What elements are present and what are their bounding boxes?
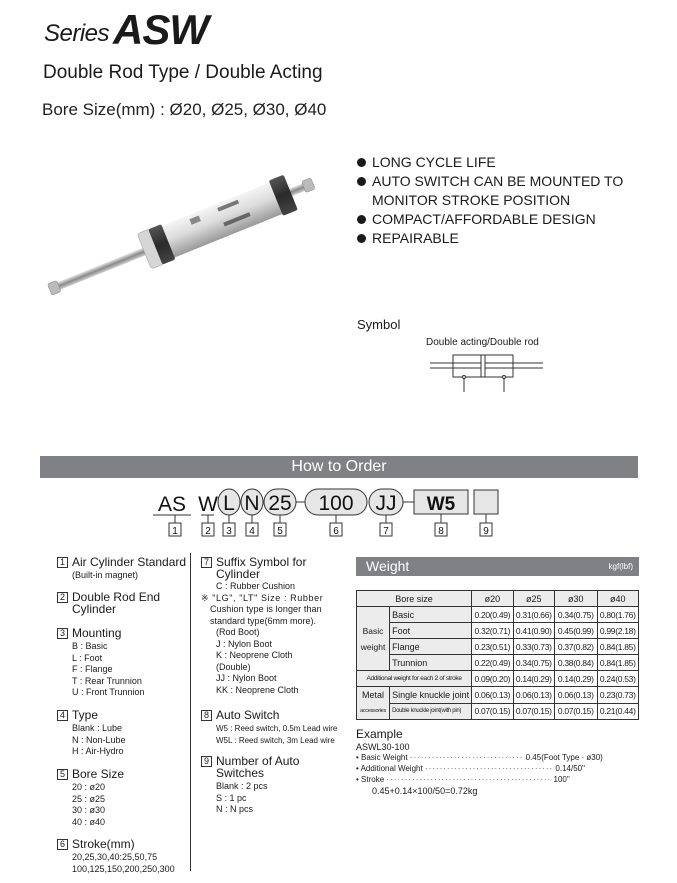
cell: 0.06(0.13) — [513, 687, 554, 704]
feature-item-continuation: MONITOR STROKE POSITION — [372, 192, 571, 208]
section-item: J : Nylon Boot — [216, 638, 273, 649]
section-title: Stroke(mm) — [72, 837, 135, 851]
section-title-cont: Cylinder — [72, 602, 117, 616]
cell: 0.38(0.84) — [555, 655, 598, 671]
cell: 0.14(0.29) — [555, 671, 598, 687]
cell: 0.84(1.85) — [597, 639, 638, 655]
row-label: Trunnion — [390, 655, 472, 671]
bullet-icon — [357, 177, 366, 186]
weight-table — [356, 590, 639, 720]
cell: 0.34(0.75) — [555, 607, 598, 623]
section-item: C : Rubber Cushion — [216, 581, 296, 591]
cell: 0.84(1.85) — [597, 655, 638, 671]
section-number: 6 — [57, 839, 68, 850]
group-basic-weight: Basic weight — [357, 607, 390, 671]
section-number: 7 — [201, 557, 212, 568]
section-item: (Double) — [216, 661, 251, 672]
header-col: ø30 — [555, 591, 598, 607]
section-item: N : Non-Lube — [72, 734, 126, 745]
example-line: • Basic Weight ······························· 0.45(Foot Type · ø30) — [356, 753, 603, 762]
section-title: Type — [72, 708, 99, 722]
table-row — [357, 623, 639, 639]
section-number: 2 — [57, 592, 68, 603]
cell: 0.20(0.49) — [472, 607, 513, 623]
section-item: W5L : Reed switch, 3m Lead wire — [216, 735, 335, 745]
bullet-icon — [357, 215, 366, 224]
section-title: Suffix Symbol for — [216, 555, 307, 569]
code-part-5: 25 — [268, 492, 292, 515]
table-row — [357, 655, 639, 671]
code-part-4: N — [244, 492, 260, 515]
code-part-8: W5 — [426, 494, 456, 515]
section-item: T : Rear Trunnion — [72, 675, 142, 686]
section-note: ※ "LG", "LT" Size : Rubber Cushion type is longer than standard type(6mm more). — [201, 592, 324, 626]
code-num-7: 7 — [383, 526, 389, 537]
section-title: Bore Size — [72, 767, 125, 781]
example-code: ASWL30-100 — [356, 742, 410, 752]
example-line: • Stroke ············································· 100" — [356, 775, 570, 784]
section-title: Mounting — [72, 626, 122, 640]
section-item: (Built-in magnet) — [72, 570, 139, 580]
section-item: W5 : Reed switch, 0.5m Lead wire — [216, 724, 338, 733]
section-item: H : Air-Hydro — [72, 746, 124, 756]
section-item: U : Front Trunnion — [72, 687, 145, 697]
section-item: 100,125,150,200,250,300 — [72, 863, 175, 874]
section-title: Auto Switch — [216, 708, 280, 722]
order-code-diagram — [150, 482, 530, 542]
section-title-cont: Cylinder — [216, 567, 261, 581]
section-title: Air Cylinder Standard — [72, 555, 187, 569]
feature-list — [357, 153, 623, 248]
header-col: ø25 — [513, 591, 554, 607]
table-row — [357, 671, 639, 687]
section-8 — [201, 709, 337, 746]
cell: 0.07(0.15) — [472, 703, 513, 720]
section-item: F : Flange — [72, 664, 113, 674]
cell: 0.21(0.44) — [597, 703, 638, 720]
section-item: 40 : ø40 — [72, 816, 106, 827]
column-divider — [190, 553, 191, 871]
section-title-cont: Switches — [216, 766, 265, 780]
code-num-9: 9 — [483, 526, 489, 537]
code-part-2: W — [198, 493, 218, 516]
section-2 — [57, 591, 160, 615]
code-num-8: 8 — [438, 526, 444, 537]
code-num-3: 3 — [226, 526, 232, 537]
section-7 — [201, 556, 336, 696]
section-item: N : N pcs — [216, 804, 254, 814]
cell: 0.45(0.99) — [555, 623, 598, 639]
table-header-row — [357, 591, 639, 607]
section-3 — [57, 627, 145, 699]
cell: 0.24(0.53) — [597, 671, 638, 687]
section-number: 8 — [201, 710, 212, 721]
code-part-1: AS — [157, 493, 187, 516]
section-item: 30 : ø30 — [72, 805, 106, 815]
cell: 0.41(0.90) — [513, 623, 554, 639]
section-5 — [57, 768, 124, 828]
code-part-3: L — [223, 492, 235, 515]
table-row — [357, 639, 639, 655]
section-number: 5 — [57, 769, 68, 780]
feature-item: LONG CYCLE LIFE — [357, 153, 623, 172]
section-item: B : Basic — [72, 641, 108, 651]
section-item: L : Foot — [72, 652, 103, 663]
cell: 0.23(0.73) — [597, 687, 638, 704]
table-row — [357, 687, 639, 704]
section-number: 3 — [57, 628, 68, 639]
section-item: JJ : Nylon Boot — [216, 673, 277, 683]
how-to-order-header: How to Order — [40, 456, 638, 478]
header-col: ø40 — [597, 591, 638, 607]
cell: 0.33(0.73) — [513, 639, 554, 655]
section-item: KK : Neoprene Cloth — [216, 684, 299, 695]
feature-item: AUTO SWITCH CAN BE MOUNTED TO — [357, 172, 623, 191]
example-title: Example — [356, 727, 403, 741]
example-formula: 0.45+0.14×100/50=0.72kg — [372, 786, 478, 796]
cell: 0.99(2.18) — [597, 623, 638, 639]
cell: 0.14(0.29) — [513, 671, 554, 687]
code-num-4: 4 — [249, 526, 255, 537]
section-number: 9 — [201, 756, 212, 767]
weight-unit: kgf(lbf) — [608, 562, 633, 571]
section-number: 1 — [57, 557, 68, 568]
page-subtitle: Double Rod Type / Double Acting — [43, 62, 323, 83]
row-label: Foot — [390, 623, 472, 639]
cell: 0.22(0.49) — [472, 655, 513, 671]
section-item: Blank : Lube — [72, 723, 123, 733]
bullet-icon — [357, 234, 366, 243]
row-label: Flange — [390, 639, 472, 655]
table-row — [357, 703, 639, 720]
code-part-6: 100 — [318, 492, 354, 515]
code-num-6: 6 — [333, 526, 339, 537]
double-acting-double-rod-symbol-icon — [430, 352, 545, 397]
feature-item: REPAIRABLE — [357, 229, 623, 248]
cell: 0.31(0.66) — [513, 607, 554, 623]
section-item: S : 1 pc — [216, 792, 247, 803]
section-title: Number of Auto — [216, 754, 300, 768]
row-label-additional: Additional weight for each 2 of stroke — [357, 671, 472, 687]
section-title: Double Rod End — [72, 590, 161, 604]
row-label: Double knuckle joint(with pin) — [390, 703, 472, 720]
section-9 — [201, 755, 299, 816]
cell: 0.37(0.82) — [555, 639, 598, 655]
row-label: Basic — [390, 607, 472, 623]
example-block — [356, 727, 603, 796]
code-num-5: 5 — [277, 526, 283, 537]
series-code: ASW — [113, 6, 208, 53]
section-1 — [57, 556, 186, 582]
cell: 0.09(0.20) — [472, 671, 513, 687]
section-item: 25 : ø25 — [72, 793, 106, 804]
cell: 0.07(0.15) — [513, 703, 554, 720]
series-label: Series — [44, 20, 110, 47]
section-item: (Rod Boot) — [216, 627, 260, 637]
group-metal-accessories: Metal accessories — [357, 687, 390, 720]
section-item: Blank : 2 pcs — [216, 781, 268, 791]
weight-title: Weight — [366, 558, 410, 574]
bullet-icon — [357, 158, 366, 167]
symbol-caption: Double acting/Double rod — [426, 337, 539, 348]
cell: 0.07(0.15) — [555, 703, 598, 720]
section-number: 4 — [57, 710, 68, 721]
weight-header — [356, 557, 639, 576]
row-label: Single knuckle joint — [390, 687, 472, 704]
cell: 0.06(0.13) — [555, 687, 598, 704]
cell: 0.34(0.75) — [513, 655, 554, 671]
code-part-7: JJ — [375, 492, 397, 515]
section-item: 20 : ø20 — [72, 782, 106, 792]
section-item: 20,25,30,40:25,50,75 — [72, 852, 158, 862]
header-col: ø20 — [472, 591, 513, 607]
section-4 — [57, 709, 126, 758]
section-item: K : Neoprene Cloth — [216, 650, 293, 660]
feature-item: COMPACT/AFFORDABLE DESIGN — [357, 210, 623, 229]
code-num-2: 2 — [205, 526, 211, 537]
section-6 — [57, 838, 175, 875]
cell: 0.23(0.51) — [472, 639, 513, 655]
cell: 0.80(1.76) — [597, 607, 638, 623]
example-line: • Additional Weight ··································· 0.14/50" — [356, 764, 585, 773]
header-bore-size: Bore size — [357, 591, 472, 607]
code-num-1: 1 — [172, 526, 178, 537]
cell: 0.32(0.71) — [472, 623, 513, 639]
table-row — [357, 607, 639, 623]
product-image — [40, 160, 330, 310]
cell: 0.06(0.13) — [472, 687, 513, 704]
bore-size-line: Bore Size(mm) : Ø20, Ø25, Ø30, Ø40 — [42, 100, 327, 119]
symbol-title: Symbol — [357, 317, 401, 332]
